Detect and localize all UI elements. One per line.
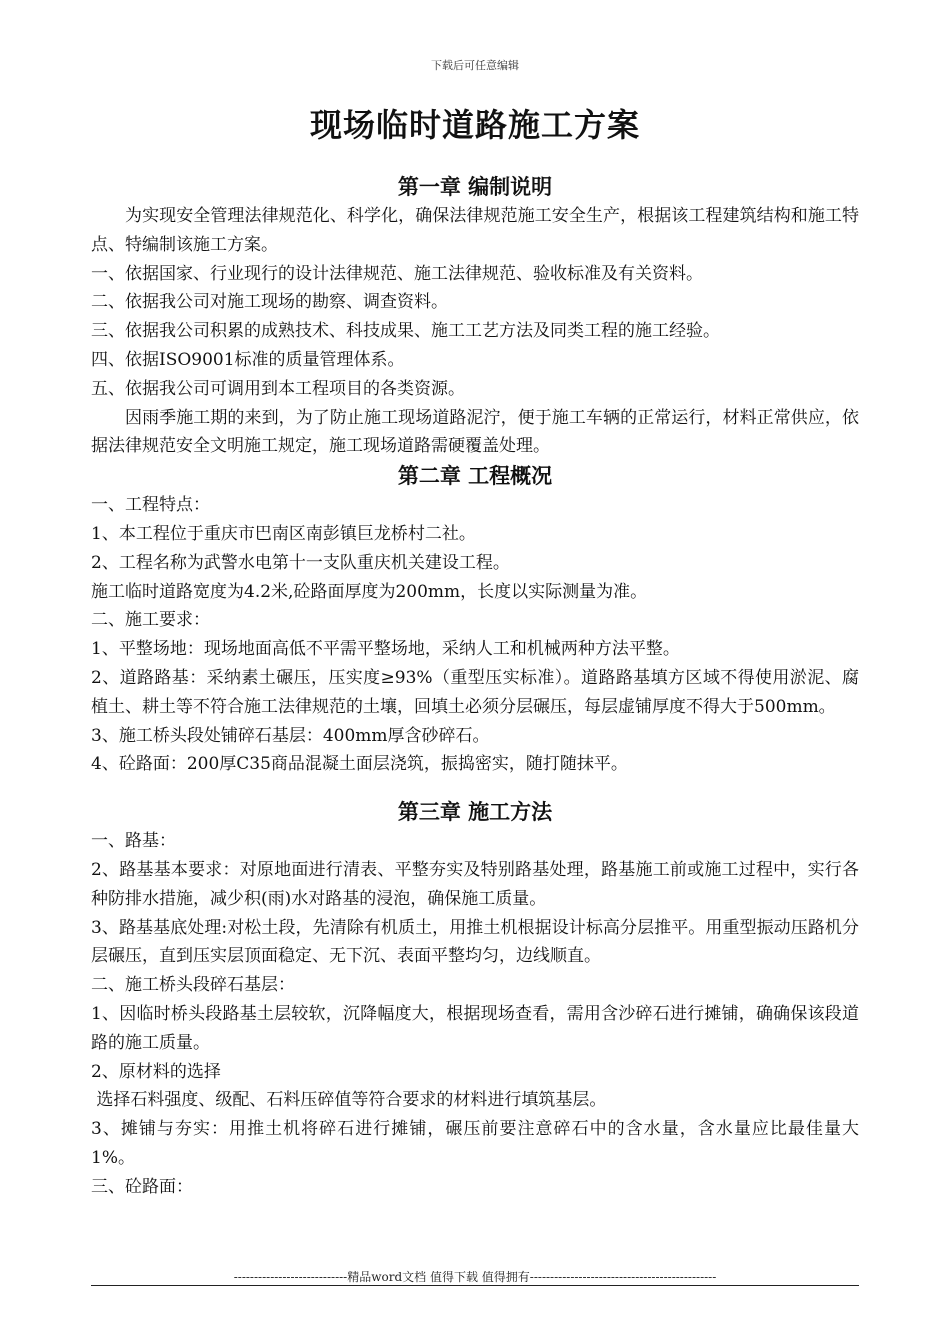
chapter-1-closing: 因雨季施工期的来到，为了防止施工现场道路泥泞，便于施工车辆的正常运行，材料正常供应，依据法律规范安全文明施工规定，施工现场道路需硬覆盖处理。: [91, 407, 859, 457]
chapter-1-heading: 第一章 编制说明: [397, 174, 553, 199]
chapter-3-line: 二、施工桥头段碎石基层：: [91, 975, 295, 996]
chapter-2-line: 一、工程特点：: [91, 495, 210, 516]
chapter-2-line: 2、工程名称为武警水电第十一支队重庆机关建设工程。: [91, 552, 510, 573]
chapter-1-item: 二、依据我公司对施工现场的勘察、调查资料。: [91, 292, 448, 313]
chapter-2-line: 1、平整场地：现场地面高低不平需平整场地，采纳人工和机械两种方法平整。: [91, 639, 680, 660]
chapter-3-line: 一、路基：: [91, 831, 176, 852]
footer-text: ----------------------------精品word文档 值得下载 值得拥有----------------------------------------------: [233, 1270, 717, 1284]
document-body: [91, 172, 859, 1202]
chapter-2-line: 4、砼路面：200厚C35商品混凝土面层浇筑，振捣密实，随打随抹平。: [91, 754, 628, 775]
chapter-1-item: 四、依据ISO9001标准的质量管理体系。: [91, 349, 405, 370]
chapter-2-heading: 第二章 工程概况: [397, 463, 553, 489]
chapter-3-line: 2、原材料的选择: [91, 1061, 221, 1082]
chapter-3-paragraph: 3、摊铺与夯实：用推土机将碎石进行摊铺，碾压前要注意碎石中的含水量，含水量应比最佳量大1%。: [91, 1119, 859, 1168]
section-spacer: [91, 779, 859, 797]
chapter-2-line: 二、施工要求：: [91, 610, 210, 631]
header-note: 下载后可任意编辑: [431, 59, 519, 72]
chapter-3-paragraph: 1、因临时桥头段路基土层较软，沉降幅度大，根据现场查看，需用含沙碎石进行摊铺，确确保该段道路的施工质量。: [91, 1003, 859, 1053]
document-title: 现场临时道路施工方案: [309, 106, 640, 144]
footer-divider: [91, 1285, 859, 1286]
chapter-3-line: 选择石料强度、级配、石料压碎值等符合要求的材料进行填筑基层。: [91, 1090, 607, 1111]
chapter-3-paragraph: 2、路基基本要求：对原地面进行清表、平整夯实及特别路基处理，路基施工前或施工过程中，实行各种防排水措施，减少积(雨)水对路基的浸泡，确保施工质量。: [91, 859, 859, 909]
chapter-1-item: 三、依据我公司积累的成熟技术、科技成果、施工工艺方法及同类工程的施工经验。: [91, 321, 720, 342]
chapter-3-heading: 第三章 施工方法: [397, 799, 553, 825]
chapter-2-line: 施工临时道路宽度为4.2米,砼路面厚度为200mm，长度以实际测量为准。: [91, 581, 648, 602]
chapter-2-line: 1、本工程位于重庆市巴南区南彭镇巨龙桥村二社。: [91, 523, 476, 544]
chapter-1-intro: 为实现安全管理法律规范化、科学化，确保法律规范施工安全生产，根据该工程建筑结构和施工特点、特编制该施工方案。: [91, 206, 859, 255]
chapter-2-subgrade-paragraph: 2、道路路基：采纳素土碾压，压实度≥93%（重型压实标准）。道路路基填方区域不得使用淤泥、腐植土、耕土等不符合施工法律规范的土壤，回填土必须分层碾压，每层虚铺厚度不得大于500mm。: [91, 667, 859, 717]
chapter-1-item: 一、依据国家、行业现行的设计法律规范、施工法律规范、验收标准及有关资料。: [91, 263, 703, 284]
chapter-1-item: 五、依据我公司可调用到本工程项目的各类资源。: [91, 378, 465, 399]
chapter-2-line: 3、施工桥头段处铺碎石基层：400mm厚含砂碎石。: [91, 725, 490, 746]
chapter-3-paragraph: 3、路基基底处理:对松土段，先清除有机质土，用推土机根据设计标高分层推平。用重型振动压路机分层碾压，直到压实层顶面稳定、无下沉、表面平整均匀，边线顺直。: [91, 917, 859, 967]
chapter-3-line: 三、砼路面：: [91, 1176, 193, 1197]
